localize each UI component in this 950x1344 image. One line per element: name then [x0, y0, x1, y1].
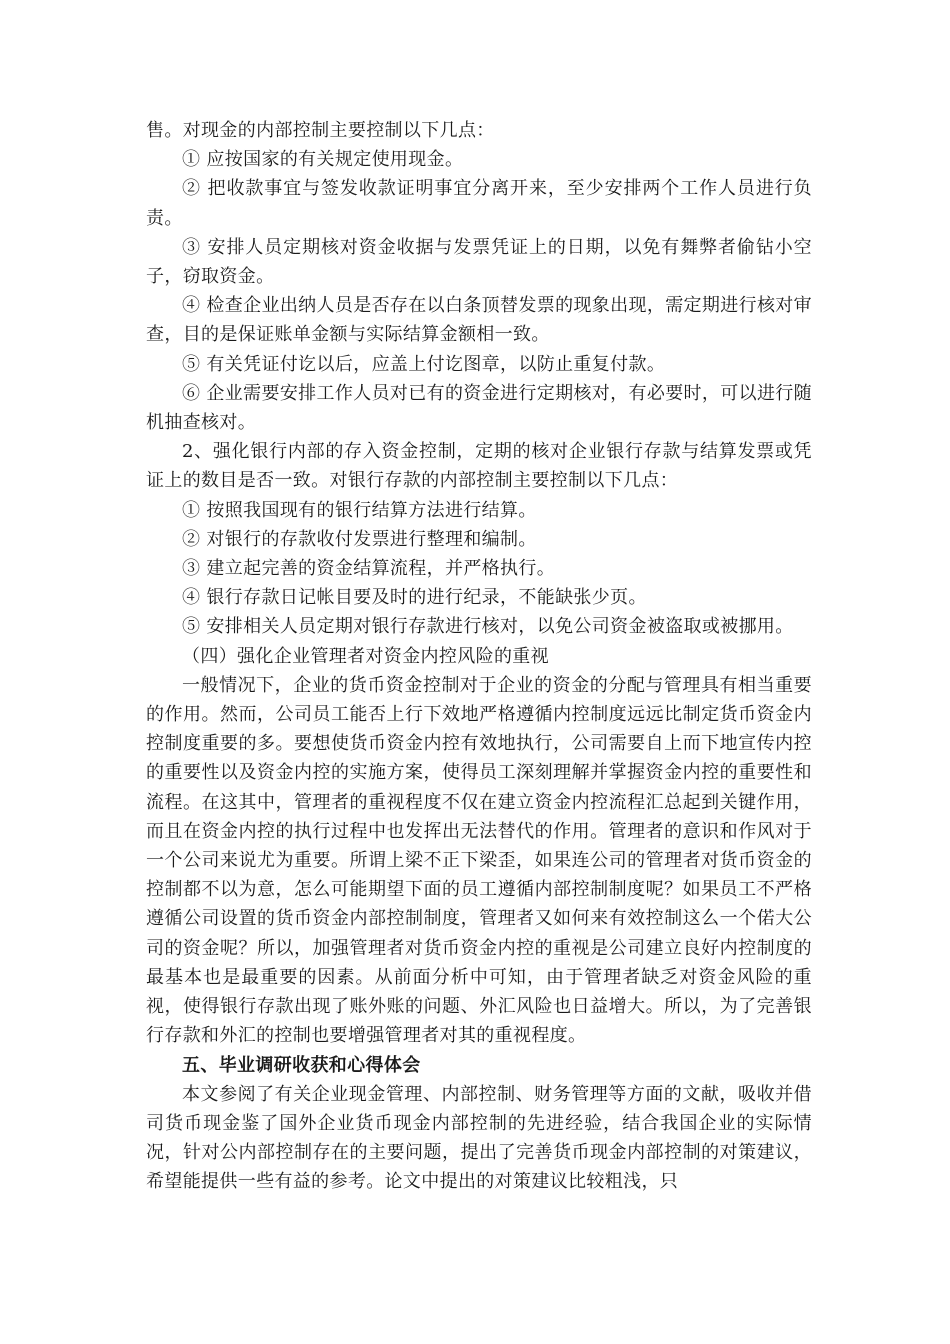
body-text	[146, 116, 812, 1197]
list-item: ⑥ 企业需要安排工作人员对已有的资金进行定期核对，有必要时，可以进行随机抽查核对。	[146, 382, 812, 434]
list-item: ⑤ 有关凭证付讫以后，应盖上付讫图章，以防止重复付款。	[182, 353, 666, 375]
chapter-heading: 五、毕业调研收获和心得体会	[182, 1054, 421, 1076]
list-item: ④ 检查企业出纳人员是否存在以白条顶替发票的现象出现，需定期进行核对审查，目的是保证账单金额与实际结算金额相一致。	[146, 295, 812, 346]
paragraph: 一般情况下，企业的货币资金控制对于企业的资金的分配与管理具有相当重要的作用。然而，公司员工能否上行下效地严格遵循内控制度远远比制定货币资金内控制度重要的多。要想使货币资金内控有效地执行，公司需要自上而下地宣传内控的重要性以及资金内控的实施方案，使得员工深刻理解并掌握资金内控的重要性和流程。在这其中，管理者的重视程度不仅在建立资金内控流程汇总起到关键作用，而且在资金内控的执行过程中也发挥出无法替代的作用。管理者的意识和作风对于一个公司来说尤为重要。所谓上梁不正下梁歪，如果连公司的管理者对货币资金的控制都不以为意，怎么可能期望下面的员工遵循内部控制制度呢？如果员工不严格遵循公司设置的货币资金内部控制制度，管理者又如何来有效控制这么一个偌大公司的资金呢？所以，加强管理者对货币资金内控的重视是公司建立良好内控制度的最基本也是最重要的因素。从前面分析中可知，由于管理者缺乏对资金风险的重视，使得银行存款出现了账外账的问题、外汇风险也日益增大。所以，为了完善银行存款和外汇的控制也要增强管理者对其的重视程度。	[146, 674, 812, 1047]
list-item: ① 按照我国现有的银行结算方法进行结算。	[182, 499, 537, 521]
list-item: ② 对银行的存款收付发票进行整理和编制。	[182, 528, 537, 550]
list-item: ① 应按国家的有关规定使用现金。	[182, 149, 464, 171]
paragraph: 2、强化银行内部的存入资金控制，定期的核对企业银行存款与结算发票或凭证上的数目是否一致。对银行存款的内部控制主要控制以下几点：	[146, 441, 812, 492]
list-item: ⑤ 安排相关人员定期对银行存款进行核对，以免公司资金被盗取或被挪用。	[182, 616, 794, 638]
list-item: ③ 建立起完善的资金结算流程，并严格执行。	[182, 558, 556, 580]
paragraph: 售。对现金的内部控制主要控制以下几点：	[146, 120, 495, 141]
list-item: ④ 银行存款日记帐目要及时的进行纪录，不能缺张少页。	[182, 587, 647, 609]
section-heading: （四）强化企业管理者对资金内控风险的重视	[182, 645, 549, 667]
list-item: ③ 安排人员定期核对资金收据与发票凭证上的日期，以免有舞弊者偷钻小空子，窃取资金。	[146, 236, 812, 288]
paragraph: 本文参阅了有关企业现金管理、内部控制、财务管理等方面的文献，吸收并借司货币现金鉴了国外企业货币现金内部控制的先进经验，结合我国企业的实际情况，针对公内部控制存在的主要问题，提出了完善货币现金内部控制的对策建议，希望能提供一些有益的参考。论文中提出的对策建议比较粗浅，只	[146, 1083, 812, 1193]
list-item: ② 把收款事宜与签发收款证明事宜分离开来，至少安排两个工作人员进行负责。	[146, 178, 812, 229]
